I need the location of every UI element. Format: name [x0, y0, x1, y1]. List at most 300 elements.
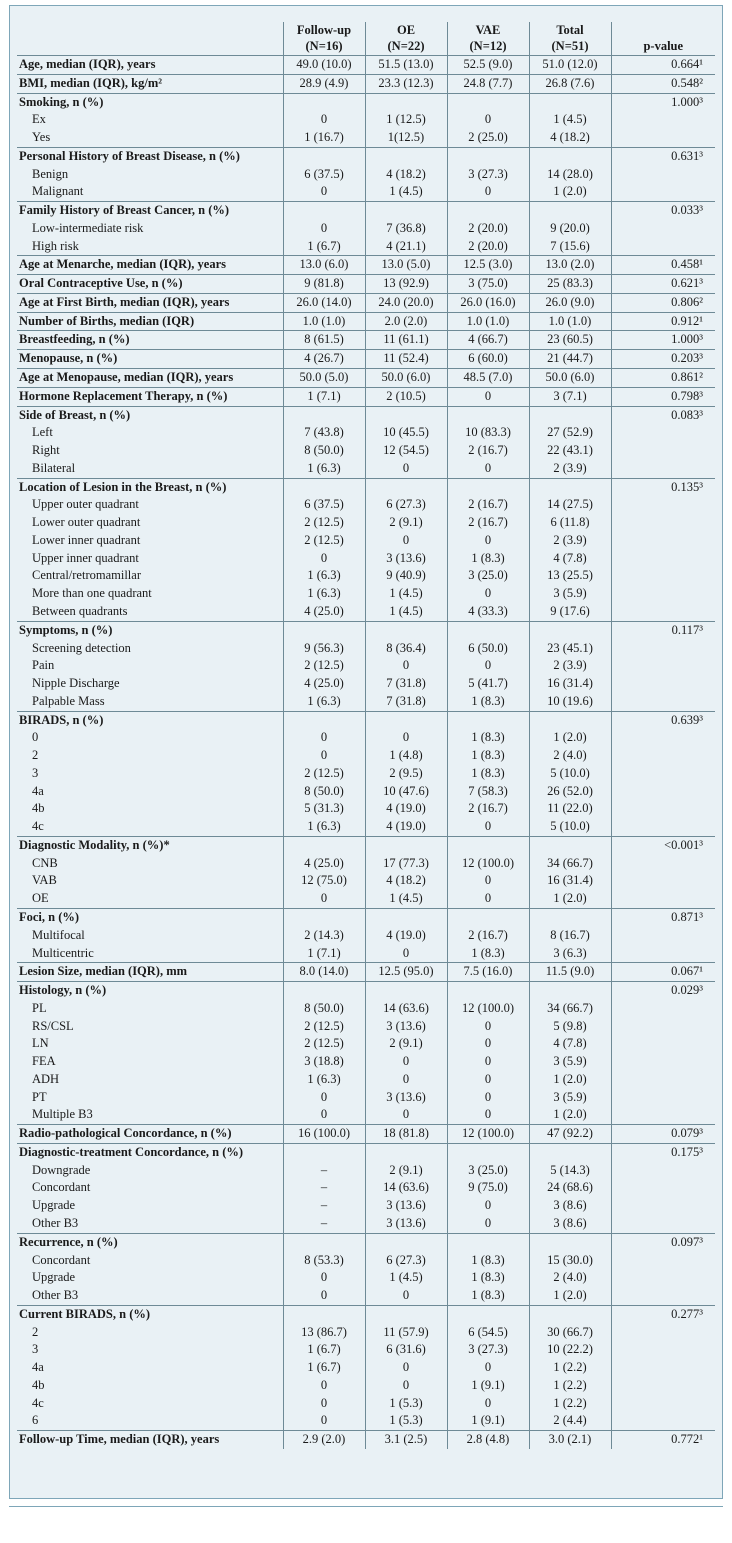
cell-variable: Lower inner quadrant — [32, 532, 141, 547]
cell-p-value — [611, 1359, 715, 1377]
cell-vae — [447, 93, 529, 111]
table-row — [17, 147, 715, 165]
cell-p-value — [611, 1018, 715, 1036]
cell-oe: 0 — [365, 1053, 447, 1071]
cell-vae: 2 (25.0) — [447, 129, 529, 147]
cell-total: 11.5 (9.0) — [529, 963, 611, 982]
cell-oe: 2 (9.5) — [365, 765, 447, 783]
cell-oe: 1(12.5) — [365, 129, 447, 147]
cell-vae: 2 (16.7) — [447, 442, 529, 460]
characteristics-table — [17, 22, 715, 1449]
cell-variable: CNB — [32, 855, 58, 870]
cell-total: 26.8 (7.6) — [529, 74, 611, 93]
cell-p-value: 0.871³ — [611, 908, 715, 926]
cell-variable: Oral Contraceptive Use, n (%) — [17, 275, 283, 294]
cell-follow-up: 2 (12.5) — [283, 532, 365, 550]
header-row — [17, 22, 715, 56]
cell-vae: 0 — [447, 183, 529, 201]
cell-oe: 1 (4.5) — [365, 183, 447, 201]
table-row — [17, 945, 715, 963]
cell-p-value: 1.000³ — [611, 93, 715, 111]
table-row — [17, 93, 715, 111]
cell-vae: 1.0 (1.0) — [447, 312, 529, 331]
cell-vae: 2 (16.7) — [447, 927, 529, 945]
cell-vae: 0 — [447, 657, 529, 675]
cell-vae — [447, 202, 529, 220]
cell-variable: Concordant — [32, 1180, 91, 1195]
cell-p-value: 0.621³ — [611, 275, 715, 294]
cell-oe: 6 (31.6) — [365, 1341, 447, 1359]
cell-vae: 10 (83.3) — [447, 424, 529, 442]
cell-total: 1 (2.0) — [529, 1287, 611, 1305]
cell-vae: 1 (8.3) — [447, 729, 529, 747]
table-row — [17, 275, 715, 294]
cell-oe: 2 (10.5) — [365, 387, 447, 406]
table-row — [17, 256, 715, 275]
cell-total — [529, 478, 611, 496]
cell-p-value — [611, 567, 715, 585]
cell-vae — [447, 1233, 529, 1251]
cell-oe: 3 (13.6) — [365, 1089, 447, 1107]
cell-variable: Diagnostic Modality, n (%)* — [17, 836, 283, 854]
cell-total: 10 (22.2) — [529, 1341, 611, 1359]
table-row — [17, 1053, 715, 1071]
cell-follow-up: 8 (61.5) — [283, 331, 365, 350]
cell-oe — [365, 406, 447, 424]
cell-follow-up: 13 (86.7) — [283, 1324, 365, 1342]
cell-oe — [365, 621, 447, 639]
table-row — [17, 855, 715, 873]
cell-oe: 0 — [365, 1359, 447, 1377]
cell-variable: Lesion Size, median (IQR), mm — [17, 963, 283, 982]
cell-p-value: 0.097³ — [611, 1233, 715, 1251]
cell-oe: 51.5 (13.0) — [365, 56, 447, 75]
table-row — [17, 1000, 715, 1018]
cell-follow-up: 5 (31.3) — [283, 800, 365, 818]
table-row — [17, 890, 715, 908]
cell-vae: 0 — [447, 1197, 529, 1215]
table-row — [17, 585, 715, 603]
cell-p-value — [611, 1287, 715, 1305]
cell-vae: 4 (66.7) — [447, 331, 529, 350]
cell-total: 3 (7.1) — [529, 387, 611, 406]
cell-variable: Multicentric — [32, 945, 94, 960]
cell-variable: 3 — [32, 765, 39, 780]
cell-p-value: 0.135³ — [611, 478, 715, 496]
header-total: Total (N=51) — [529, 22, 611, 56]
cell-oe — [365, 982, 447, 1000]
cell-follow-up: 1 (6.3) — [283, 567, 365, 585]
cell-oe: 3 (13.6) — [365, 1215, 447, 1233]
table-row — [17, 818, 715, 836]
cell-vae — [447, 711, 529, 729]
cell-oe: 0 — [365, 657, 447, 675]
cell-oe — [365, 93, 447, 111]
cell-variable: Concordant — [32, 1252, 91, 1267]
table-row — [17, 1125, 715, 1144]
cell-variable: FEA — [32, 1054, 56, 1069]
cell-p-value — [611, 183, 715, 201]
cell-total: 4 (7.8) — [529, 550, 611, 568]
cell-p-value — [611, 1269, 715, 1287]
cell-variable: Menopause, n (%) — [17, 350, 283, 369]
cell-vae: 0 — [447, 387, 529, 406]
cell-variable: 4c — [32, 819, 44, 834]
cell-vae: 1 (8.3) — [447, 765, 529, 783]
cell-follow-up — [283, 908, 365, 926]
cell-total: 5 (9.8) — [529, 1018, 611, 1036]
cell-variable: Histology, n (%) — [17, 982, 283, 1000]
cell-oe: 4 (19.0) — [365, 927, 447, 945]
cell-p-value: 0.203³ — [611, 350, 715, 369]
cell-vae: 7.5 (16.0) — [447, 963, 529, 982]
cell-oe: 50.0 (6.0) — [365, 369, 447, 388]
cell-p-value: 0.631³ — [611, 147, 715, 165]
table-row — [17, 442, 715, 460]
cell-total: 4 (18.2) — [529, 129, 611, 147]
cell-total: 3 (5.9) — [529, 1053, 611, 1071]
cell-oe: 4 (19.0) — [365, 800, 447, 818]
cell-follow-up: 1 (6.3) — [283, 1071, 365, 1089]
cell-total: 7 (15.6) — [529, 238, 611, 256]
cell-follow-up: 0 — [283, 220, 365, 238]
cell-oe: 7 (31.8) — [365, 675, 447, 693]
cell-vae — [447, 1143, 529, 1161]
cell-follow-up: 13.0 (6.0) — [283, 256, 365, 275]
cell-vae: 0 — [447, 872, 529, 890]
cell-follow-up: 8.0 (14.0) — [283, 963, 365, 982]
cell-vae — [447, 478, 529, 496]
cell-follow-up: – — [283, 1162, 365, 1180]
cell-oe: 0 — [365, 1106, 447, 1124]
cell-variable: Upper inner quadrant — [32, 550, 139, 565]
cell-follow-up — [283, 982, 365, 1000]
cell-vae: 0 — [447, 1018, 529, 1036]
cell-oe — [365, 908, 447, 926]
cell-p-value: 0.806² — [611, 293, 715, 312]
cell-variable: 4b — [32, 801, 45, 816]
cell-follow-up: 9 (81.8) — [283, 275, 365, 294]
cell-follow-up: 0 — [283, 111, 365, 129]
cell-total — [529, 93, 611, 111]
cell-vae: 1 (8.3) — [447, 550, 529, 568]
cell-vae: 5 (41.7) — [447, 675, 529, 693]
cell-variable: Left — [32, 425, 53, 440]
cell-follow-up: 8 (53.3) — [283, 1252, 365, 1270]
table-row — [17, 1143, 715, 1161]
cell-p-value: 0.772¹ — [611, 1431, 715, 1449]
cell-vae: 2 (16.7) — [447, 496, 529, 514]
cell-follow-up: 1 (6.3) — [283, 585, 365, 603]
cell-variable: ADH — [32, 1071, 60, 1086]
cell-total: 3 (8.6) — [529, 1197, 611, 1215]
cell-total: 1 (2.2) — [529, 1395, 611, 1413]
cell-variable: Lower outer quadrant — [32, 515, 141, 530]
cell-p-value — [611, 496, 715, 514]
cell-p-value — [611, 1071, 715, 1089]
table-row — [17, 202, 715, 220]
cell-p-value — [611, 675, 715, 693]
cell-p-value — [611, 424, 715, 442]
header-variable — [17, 22, 283, 56]
cell-follow-up — [283, 1305, 365, 1323]
cell-oe: 6 (27.3) — [365, 1252, 447, 1270]
cell-vae — [447, 908, 529, 926]
cell-follow-up: 1 (16.7) — [283, 129, 365, 147]
cell-variable: Recurrence, n (%) — [17, 1233, 283, 1251]
cell-total: 11 (22.0) — [529, 800, 611, 818]
cell-p-value — [611, 514, 715, 532]
cell-p-value: 0.175³ — [611, 1143, 715, 1161]
cell-p-value — [611, 550, 715, 568]
cell-vae: 1 (9.1) — [447, 1412, 529, 1430]
cell-vae: 0 — [447, 1395, 529, 1413]
cell-p-value: 0.029³ — [611, 982, 715, 1000]
cell-follow-up: 2 (12.5) — [283, 1018, 365, 1036]
cell-total: 27 (52.9) — [529, 424, 611, 442]
cell-vae: 7 (58.3) — [447, 783, 529, 801]
table-row — [17, 1395, 715, 1413]
table-row — [17, 1233, 715, 1251]
table-row — [17, 1018, 715, 1036]
table-row — [17, 872, 715, 890]
cell-variable: Downgrade — [32, 1162, 91, 1177]
cell-variable: BIRADS, n (%) — [17, 711, 283, 729]
cell-vae: 4 (33.3) — [447, 603, 529, 621]
cell-vae: 0 — [447, 1215, 529, 1233]
table-row — [17, 657, 715, 675]
cell-oe: 9 (40.9) — [365, 567, 447, 585]
cell-variable: OE — [32, 891, 49, 906]
cell-variable: Central/retromamillar — [32, 568, 141, 583]
cell-variable: Hormone Replacement Therapy, n (%) — [17, 387, 283, 406]
cell-oe — [365, 202, 447, 220]
cell-oe: 10 (45.5) — [365, 424, 447, 442]
cell-p-value — [611, 747, 715, 765]
cell-p-value — [611, 1179, 715, 1197]
table-row — [17, 514, 715, 532]
cell-total: 16 (31.4) — [529, 675, 611, 693]
cell-variable: Smoking, n (%) — [17, 93, 283, 111]
cell-total: 23 (60.5) — [529, 331, 611, 350]
cell-follow-up — [283, 406, 365, 424]
cell-vae: 24.8 (7.7) — [447, 74, 529, 93]
cell-oe: 17 (77.3) — [365, 855, 447, 873]
table-row — [17, 1035, 715, 1053]
table-row — [17, 369, 715, 388]
cell-vae — [447, 147, 529, 165]
table-row — [17, 1269, 715, 1287]
cell-total: 16 (31.4) — [529, 872, 611, 890]
cell-variable: Number of Births, median (IQR) — [17, 312, 283, 331]
cell-vae: 1 (8.3) — [447, 1252, 529, 1270]
cell-follow-up: 0 — [283, 1106, 365, 1124]
cell-variable: BMI, median (IQR), kg/m² — [17, 74, 283, 93]
cell-variable: Ex — [32, 112, 46, 127]
cell-follow-up: 3 (18.8) — [283, 1053, 365, 1071]
cell-vae — [447, 621, 529, 639]
cell-follow-up: 0 — [283, 1377, 365, 1395]
cell-oe: 3 (13.6) — [365, 1018, 447, 1036]
cell-oe: 4 (18.2) — [365, 872, 447, 890]
table-row — [17, 836, 715, 854]
cell-p-value — [611, 1053, 715, 1071]
cell-variable: Multiple B3 — [32, 1107, 93, 1122]
cell-vae: 3 (25.0) — [447, 567, 529, 585]
cell-p-value — [611, 855, 715, 873]
cell-follow-up: 6 (37.5) — [283, 166, 365, 184]
cell-follow-up: 0 — [283, 729, 365, 747]
cell-follow-up: 7 (43.8) — [283, 424, 365, 442]
cell-vae: 2 (16.7) — [447, 800, 529, 818]
cell-oe: 2 (9.1) — [365, 514, 447, 532]
cell-oe: 0 — [365, 1071, 447, 1089]
header-follow-up: Follow-up (N=16) — [283, 22, 365, 56]
cell-oe: 24.0 (20.0) — [365, 293, 447, 312]
table-row — [17, 675, 715, 693]
cell-follow-up: 2 (12.5) — [283, 657, 365, 675]
table-row — [17, 1071, 715, 1089]
table-row — [17, 711, 715, 729]
cell-oe: 18 (81.8) — [365, 1125, 447, 1144]
cell-p-value: <0.001³ — [611, 836, 715, 854]
table-row — [17, 927, 715, 945]
cell-variable: 0 — [32, 730, 39, 745]
table-row — [17, 1377, 715, 1395]
cell-total: 24 (68.6) — [529, 1179, 611, 1197]
cell-follow-up: 2 (12.5) — [283, 1035, 365, 1053]
cell-follow-up: 1 (6.7) — [283, 1359, 365, 1377]
cell-oe: 4 (18.2) — [365, 166, 447, 184]
table-row — [17, 765, 715, 783]
cell-total: 1 (2.2) — [529, 1359, 611, 1377]
table-body — [17, 56, 715, 1449]
cell-follow-up: 2 (12.5) — [283, 514, 365, 532]
cell-variable: PL — [32, 1000, 47, 1015]
table-row — [17, 532, 715, 550]
table-row — [17, 1287, 715, 1305]
cell-vae — [447, 406, 529, 424]
cell-variable: Age, median (IQR), years — [17, 56, 283, 75]
cell-total: 1.0 (1.0) — [529, 312, 611, 331]
cell-variable: 6 — [32, 1413, 39, 1428]
cell-p-value — [611, 800, 715, 818]
cell-total: 34 (66.7) — [529, 1000, 611, 1018]
cell-follow-up: – — [283, 1179, 365, 1197]
table-row — [17, 312, 715, 331]
table-row — [17, 460, 715, 478]
cell-total: 3 (5.9) — [529, 1089, 611, 1107]
cell-total: 3 (8.6) — [529, 1215, 611, 1233]
table-row — [17, 729, 715, 747]
cell-p-value: 0.548² — [611, 74, 715, 93]
table-row — [17, 1324, 715, 1342]
cell-oe: 0 — [365, 532, 447, 550]
cell-follow-up — [283, 93, 365, 111]
table-row — [17, 166, 715, 184]
table-row — [17, 496, 715, 514]
cell-p-value — [611, 1377, 715, 1395]
cell-follow-up: 1 (6.3) — [283, 460, 365, 478]
table-row — [17, 74, 715, 93]
cell-vae: 0 — [447, 1053, 529, 1071]
cell-total: 5 (10.0) — [529, 818, 611, 836]
cell-p-value: 0.079³ — [611, 1125, 715, 1144]
table-row — [17, 1431, 715, 1449]
cell-vae — [447, 836, 529, 854]
cell-total: 21 (44.7) — [529, 350, 611, 369]
table-row — [17, 640, 715, 658]
table-row — [17, 1341, 715, 1359]
cell-p-value — [611, 729, 715, 747]
cell-vae: 1 (8.3) — [447, 1269, 529, 1287]
cell-follow-up — [283, 836, 365, 854]
cell-p-value — [611, 1035, 715, 1053]
cell-p-value — [611, 1215, 715, 1233]
cell-variable: Upgrade — [32, 1198, 76, 1213]
cell-follow-up: 1 (7.1) — [283, 387, 365, 406]
table-row — [17, 567, 715, 585]
cell-vae: 48.5 (7.0) — [447, 369, 529, 388]
cell-oe: 3.1 (2.5) — [365, 1431, 447, 1449]
cell-oe: 1 (4.5) — [365, 603, 447, 621]
cell-follow-up: 16 (100.0) — [283, 1125, 365, 1144]
cell-p-value — [611, 1395, 715, 1413]
cell-follow-up: 0 — [283, 1395, 365, 1413]
cell-p-value — [611, 1324, 715, 1342]
cell-variable: Yes — [32, 130, 51, 145]
cell-variable: 4c — [32, 1395, 44, 1410]
cell-total — [529, 982, 611, 1000]
cell-oe: 13 (92.9) — [365, 275, 447, 294]
cell-oe — [365, 1143, 447, 1161]
table-row — [17, 783, 715, 801]
cell-oe: 11 (52.4) — [365, 350, 447, 369]
cell-total: 1 (2.2) — [529, 1377, 611, 1395]
cell-vae: 6 (60.0) — [447, 350, 529, 369]
cell-p-value — [611, 890, 715, 908]
cell-oe: 1 (12.5) — [365, 111, 447, 129]
cell-vae: 3 (25.0) — [447, 1162, 529, 1180]
cell-total — [529, 1233, 611, 1251]
cell-p-value: 0.664¹ — [611, 56, 715, 75]
cell-variable: Other B3 — [32, 1288, 79, 1303]
cell-follow-up — [283, 711, 365, 729]
cell-oe: 0 — [365, 729, 447, 747]
table-row — [17, 982, 715, 1000]
cell-p-value — [611, 585, 715, 603]
cell-p-value: 0.277³ — [611, 1305, 715, 1323]
cell-vae: 0 — [447, 818, 529, 836]
cell-follow-up: 9 (56.3) — [283, 640, 365, 658]
cell-p-value: 0.458¹ — [611, 256, 715, 275]
cell-follow-up: 0 — [283, 550, 365, 568]
cell-oe: 11 (57.9) — [365, 1324, 447, 1342]
cell-p-value: 0.861² — [611, 369, 715, 388]
cell-total: 2 (4.4) — [529, 1412, 611, 1430]
cell-total: 25 (83.3) — [529, 275, 611, 294]
cell-follow-up: 8 (50.0) — [283, 1000, 365, 1018]
cell-oe: 6 (27.3) — [365, 496, 447, 514]
cell-vae: 12 (100.0) — [447, 1125, 529, 1144]
cell-total — [529, 1143, 611, 1161]
cell-follow-up: 2 (12.5) — [283, 765, 365, 783]
cell-follow-up: 4 (25.0) — [283, 675, 365, 693]
cell-oe: 7 (36.8) — [365, 220, 447, 238]
cell-follow-up: 50.0 (5.0) — [283, 369, 365, 388]
cell-oe: 1 (5.3) — [365, 1395, 447, 1413]
cell-total: 15 (30.0) — [529, 1252, 611, 1270]
